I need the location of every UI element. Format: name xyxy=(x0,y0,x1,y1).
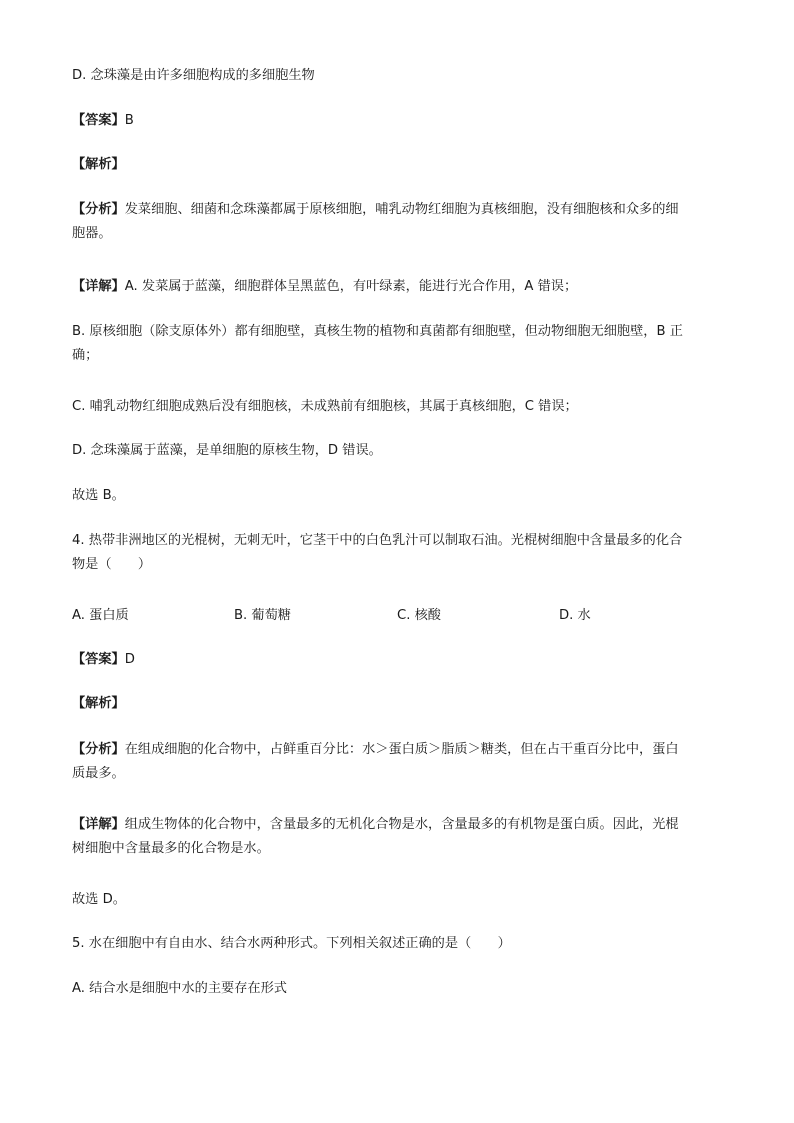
fenxi-text-cont: 胞器。 xyxy=(72,226,112,241)
fenxi-text: 发菜细胞、细菌和念珠藻都属于原核细胞，哺乳动物红细胞为真核细胞，没有细胞核和众多的细 xyxy=(124,202,679,217)
fenxi-label: 【分析】 xyxy=(72,202,125,217)
q3-answer xyxy=(72,109,134,133)
q4-analysis-heading: 【解析】 xyxy=(72,696,125,711)
q4-stem-line2: 物是（ ） xyxy=(72,557,152,572)
q3-choose: 故选 B。 xyxy=(72,488,125,503)
q4-options xyxy=(72,604,724,628)
fenxi-text: 在组成细胞的化合物中，占鲜重百分比：水＞蛋白质＞脂质＞糖类，但在占干重百分比中，蛋白 xyxy=(124,742,679,757)
q4-option-a: A. 蛋白质 xyxy=(72,608,129,623)
q3-fenxi xyxy=(72,198,679,246)
xiangjie-label: 【详解】 xyxy=(72,817,125,832)
xiangjie-a-text: A. 发菜属于蓝藻，细胞群体呈黑蓝色，有叶绿素，能进行光合作用，A 错误； xyxy=(124,279,578,294)
q3-xiangjie-d: D. 念珠藻属于蓝藻，是单细胞的原核生物，D 错误。 xyxy=(72,443,382,458)
q4-answer xyxy=(72,648,135,672)
xiangjie-b-text-cont: 确； xyxy=(72,348,99,363)
q4-xiangjie xyxy=(72,813,679,861)
q5-option-a: A. 结合水是细胞中水的主要存在形式 xyxy=(72,981,287,996)
fenxi-label: 【分析】 xyxy=(72,742,125,757)
xiangjie-b-text: B. 原核细胞（除支原体外）都有细胞壁，真核生物的植物和真菌都有细胞壁，但动物细胞无细胞壁，B 正 xyxy=(72,324,683,339)
answer-label: 【答案】 xyxy=(72,113,125,128)
answer-label: 【答案】 xyxy=(72,652,125,667)
q4-option-c: C. 核酸 xyxy=(397,608,441,623)
answer-value: D xyxy=(124,652,135,667)
q4-choose: 故选 D。 xyxy=(72,892,126,907)
q4-option-d: D. 水 xyxy=(559,608,591,623)
fenxi-text-cont: 质最多。 xyxy=(72,766,125,781)
q3-option-d: D. 念珠藻是由许多细胞构成的多细胞生物 xyxy=(72,68,315,83)
xiangjie-text: 组成生物体的化合物中，含量最多的无机化合物是水，含量最多的有机物是蛋白质。因此，光棍 xyxy=(124,817,679,832)
q4-option-b: B. 葡萄糖 xyxy=(234,608,291,623)
xiangjie-text-cont: 树细胞中含量最多的化合物是水。 xyxy=(72,841,270,856)
q4-stem xyxy=(72,529,682,577)
xiangjie-label: 【详解】 xyxy=(72,279,125,294)
q3-xiangjie-c: C. 哺乳动物红细胞成熟后没有细胞核，未成熟前有细胞核，其属于真核细胞，C 错误； xyxy=(72,399,578,414)
q3-xiangjie-a xyxy=(72,275,577,299)
q5-stem: 5. 水在细胞中有自由水、结合水两种形式。下列相关叙述正确的是（ ） xyxy=(72,936,511,951)
q3-xiangjie-b xyxy=(72,320,683,368)
answer-value: B xyxy=(124,113,134,128)
q4-stem-line1: 4. 热带非洲地区的光棍树，无刺无叶，它茎干中的白色乳汁可以制取石油。光棍树细胞中含量最多的化合 xyxy=(72,533,683,548)
q4-fenxi xyxy=(72,738,679,786)
q3-analysis-heading: 【解析】 xyxy=(72,157,125,172)
